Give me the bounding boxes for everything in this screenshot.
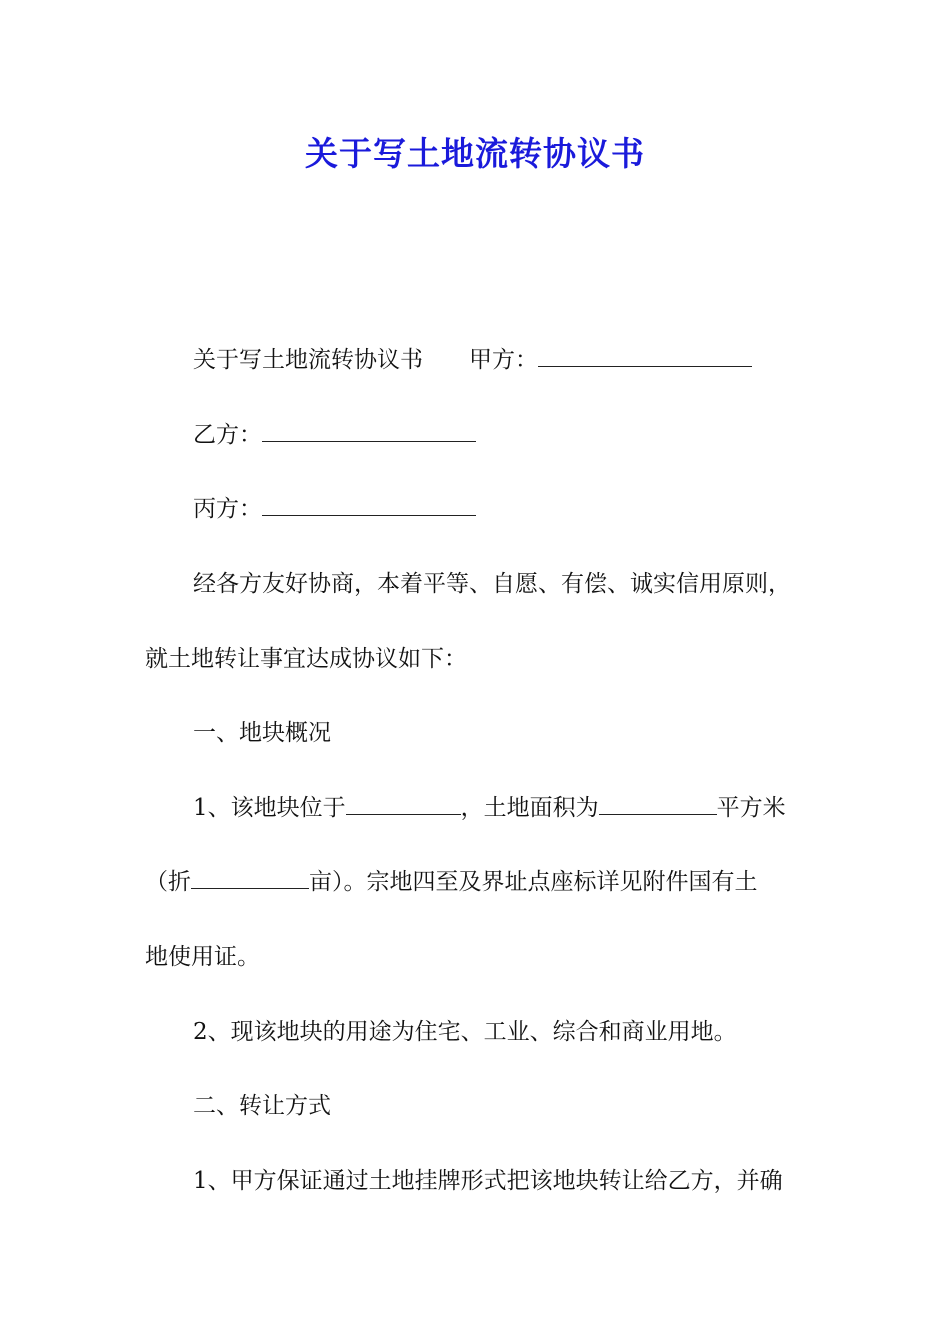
party-b-line bbox=[193, 419, 873, 451]
location-blank bbox=[346, 792, 461, 815]
area-blank bbox=[599, 792, 717, 815]
item-1-2: 2、现该地块的用途为住宅、工业、综合和商业用地。 bbox=[193, 1019, 737, 1045]
item-1-1-cont-part-b: 亩）。宗地四至及界址点座标详见附件国有土 bbox=[309, 869, 758, 895]
item-1-1-part-b: ，土地面积为 bbox=[460, 795, 599, 821]
mu-blank bbox=[191, 866, 309, 889]
item-1-1-part-c: 平方米 bbox=[716, 795, 786, 821]
intro-paragraph-line2: 就土地转让事宜达成协议如下： bbox=[145, 646, 467, 672]
party-a-label: 甲方： bbox=[469, 347, 538, 373]
party-c-line bbox=[193, 493, 873, 525]
party-b-label: 乙方： bbox=[193, 422, 262, 448]
section-1-heading: 一、地块概况 bbox=[193, 720, 331, 746]
party-b-blank bbox=[262, 419, 476, 442]
item-1-1-line2 bbox=[145, 866, 825, 898]
party-c-blank bbox=[262, 493, 476, 516]
party-c-label: 丙方： bbox=[193, 496, 262, 522]
document-title: 关于写土地流转协议书 bbox=[305, 134, 645, 173]
section-2-heading: 二、转让方式 bbox=[193, 1093, 331, 1119]
party-a-blank bbox=[538, 344, 752, 367]
party-a-line bbox=[193, 344, 873, 376]
item-1-1-line1 bbox=[193, 792, 873, 824]
doc-name-text: 关于写土地流转协议书 bbox=[193, 347, 423, 373]
item-1-1-cont-part-a: （折 bbox=[145, 869, 191, 895]
item-1-1-line3: 地使用证。 bbox=[145, 944, 260, 970]
item-1-1-part-a: 1、该地块位于 bbox=[193, 795, 346, 821]
item-2-1: 1、甲方保证通过土地挂牌形式把该地块转让给乙方，并确 bbox=[193, 1168, 783, 1194]
intro-paragraph-line1: 经各方友好协商，本着平等、自愿、有偿、诚实信用原则， bbox=[193, 571, 791, 597]
